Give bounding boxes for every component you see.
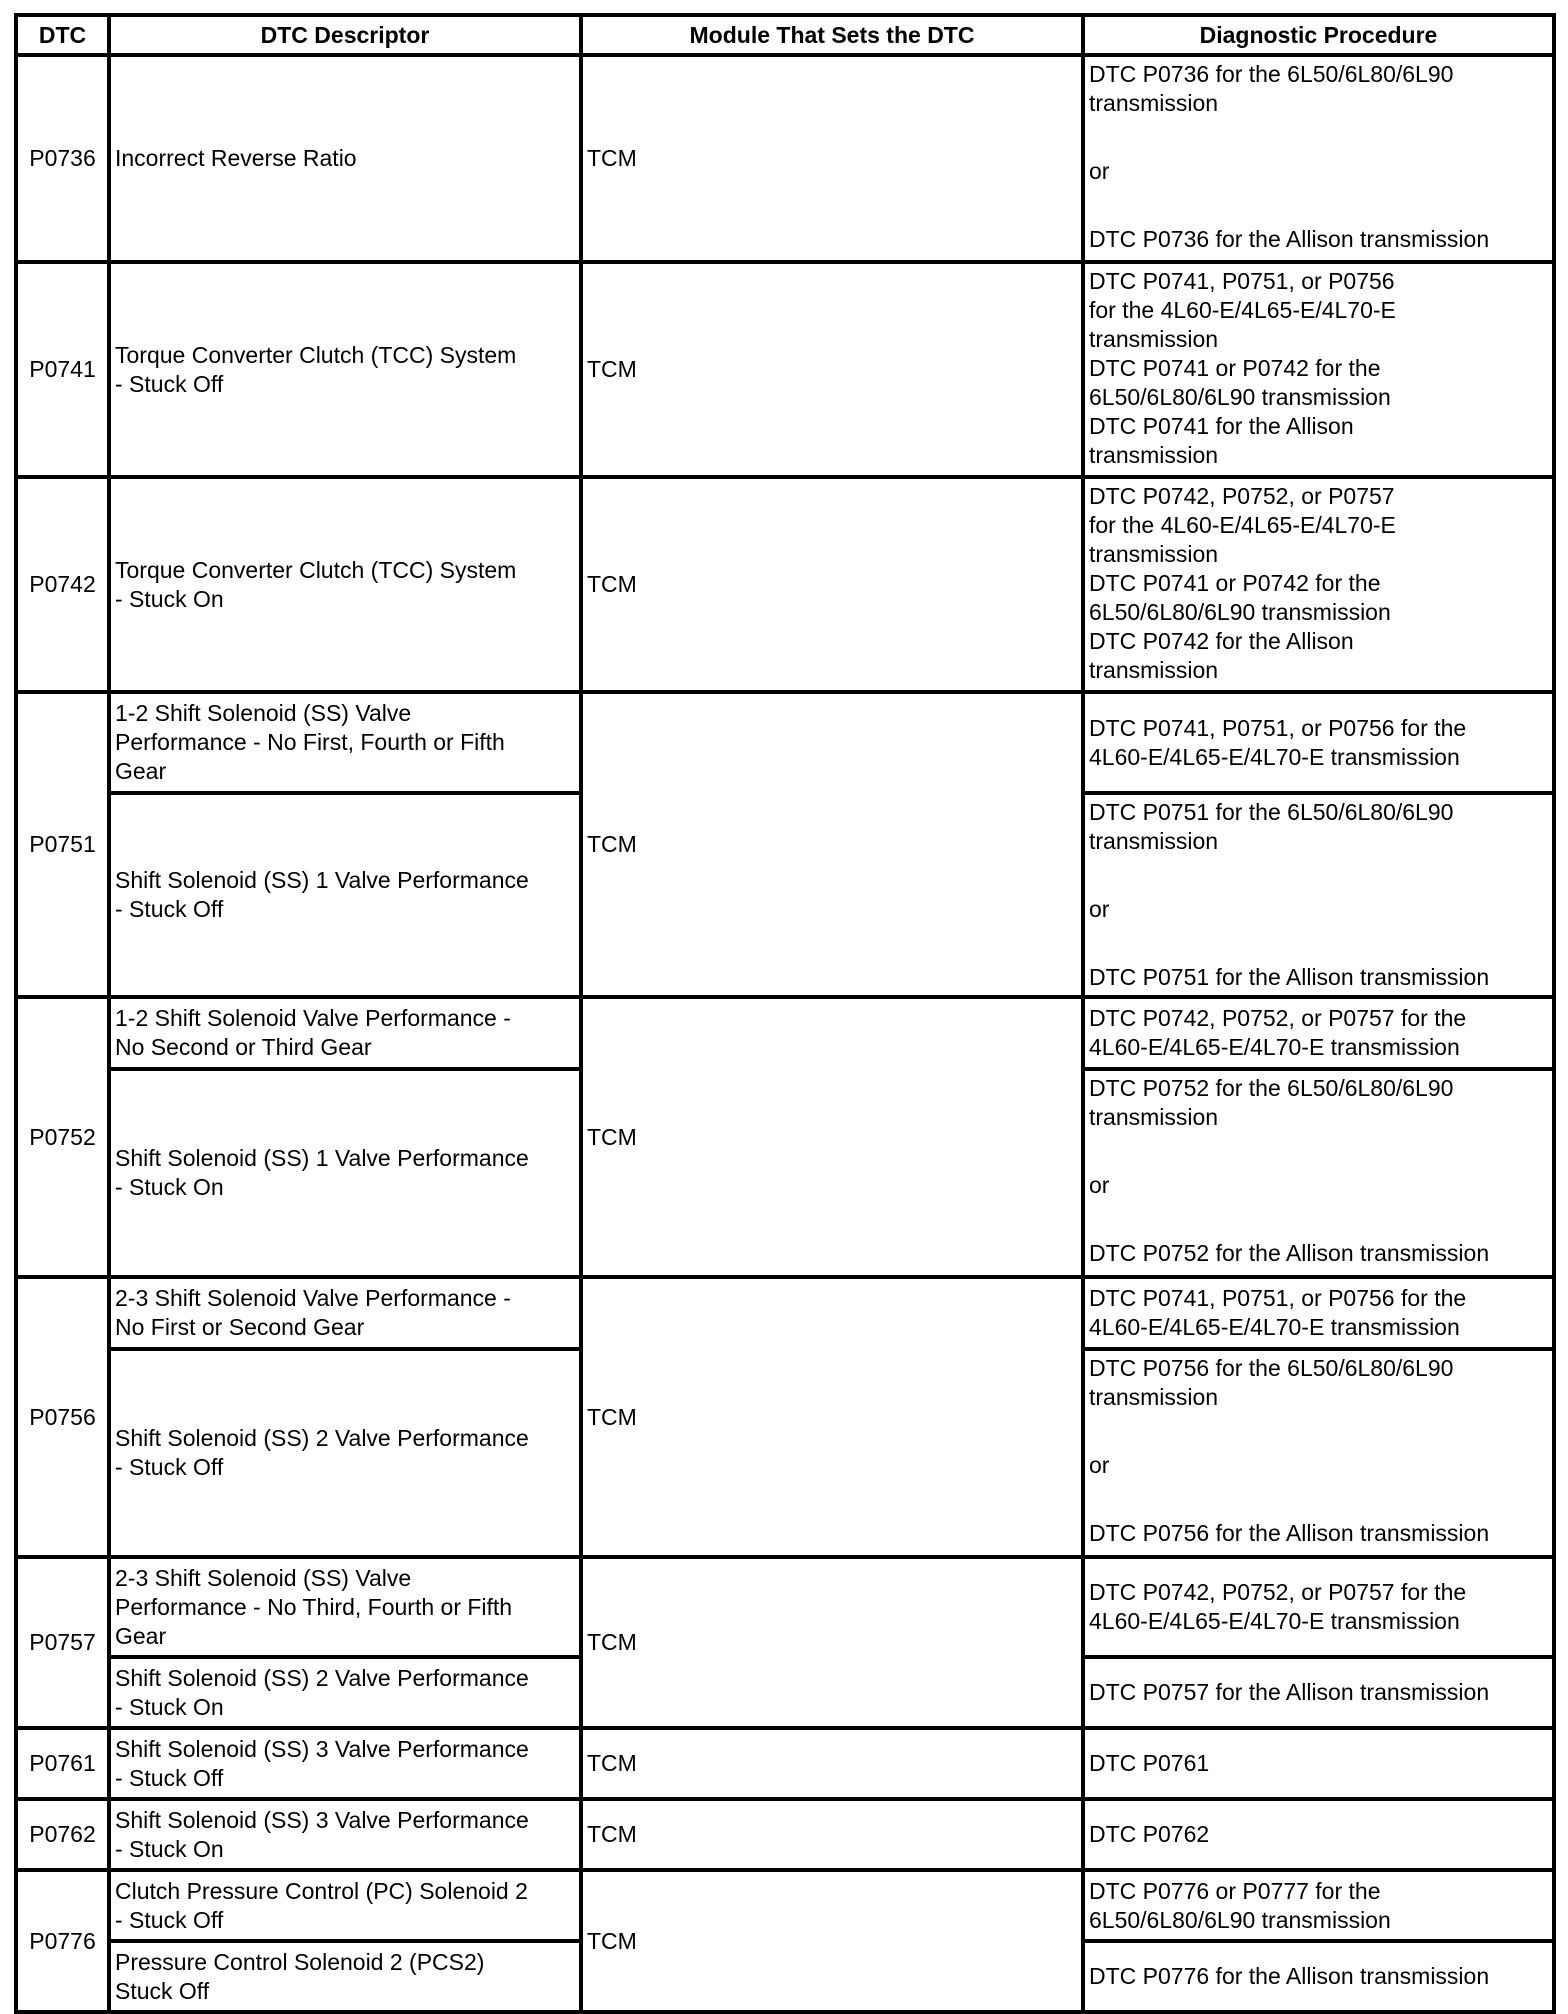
dtc-table <box>14 13 1556 2014</box>
table-row <box>16 1799 1554 1870</box>
diagnostic-procedure: DTC P0741, P0751, or P0756 for the 4L60-E/4L65-E/4L70-E transmission DTC P0741 or P0742 for the 6L50/6L80/6L90 transmission DTC P0741 for the Allison transmission <box>1083 262 1554 477</box>
dtc-descriptor: Torque Converter Clutch (TCC) System - Stuck Off <box>109 262 581 477</box>
dtc-descriptor: Shift Solenoid (SS) 2 Valve Performance - Stuck Off <box>109 1349 581 1557</box>
module-cell: TCM <box>581 1557 1083 1728</box>
dtc-code: P0742 <box>16 477 109 692</box>
dtc-descriptor: Shift Solenoid (SS) 1 Valve Performance - Stuck On <box>109 1069 581 1277</box>
table-row <box>16 997 1554 1069</box>
diagnostic-procedure: DTC P0756 for the 6L50/6L80/6L90 transmission or DTC P0756 for the Allison transmission <box>1083 1349 1554 1557</box>
diagnostic-procedure: DTC P0742, P0752, or P0757 for the 4L60-E/4L65-E/4L70-E transmission <box>1083 1557 1554 1657</box>
module-cell: TCM <box>581 692 1083 997</box>
table-row <box>16 1557 1554 1657</box>
table-row <box>16 262 1554 477</box>
table-row <box>16 1277 1554 1349</box>
diagnostic-procedure: DTC P0762 <box>1083 1799 1554 1870</box>
diagnostic-procedure: DTC P0776 or P0777 for the 6L50/6L80/6L90 transmission <box>1083 1870 1554 1941</box>
header-module: Module That Sets the DTC <box>581 15 1083 55</box>
dtc-descriptor: Incorrect Reverse Ratio <box>109 55 581 262</box>
dtc-code: P0776 <box>16 1870 109 2012</box>
module-cell: TCM <box>581 997 1083 1277</box>
module-cell: TCM <box>581 1870 1083 2012</box>
dtc-descriptor: 2-3 Shift Solenoid Valve Performance - No First or Second Gear <box>109 1277 581 1349</box>
diagnostic-procedure: DTC P0742, P0752, or P0757 for the 4L60-E/4L65-E/4L70-E transmission <box>1083 997 1554 1069</box>
dtc-descriptor: Shift Solenoid (SS) 1 Valve Performance - Stuck Off <box>109 793 581 997</box>
header-dtc: DTC <box>16 15 109 55</box>
table-row <box>16 477 1554 692</box>
header-procedure: Diagnostic Procedure <box>1083 15 1554 55</box>
diagnostic-procedure: DTC P0741, P0751, or P0756 for the 4L60-E/4L65-E/4L70-E transmission <box>1083 1277 1554 1349</box>
dtc-code: P0736 <box>16 55 109 262</box>
module-cell: TCM <box>581 1799 1083 1870</box>
dtc-descriptor: Torque Converter Clutch (TCC) System - Stuck On <box>109 477 581 692</box>
header-descriptor: DTC Descriptor <box>109 15 581 55</box>
diagnostic-procedure: DTC P0776 for the Allison transmission <box>1083 1941 1554 2012</box>
dtc-code: P0757 <box>16 1557 109 1728</box>
dtc-descriptor: Pressure Control Solenoid 2 (PCS2) Stuck Off <box>109 1941 581 2012</box>
diagnostic-procedure: DTC P0736 for the 6L50/6L80/6L90 transmission or DTC P0736 for the Allison transmission <box>1083 55 1554 262</box>
dtc-code: P0761 <box>16 1728 109 1799</box>
diagnostic-procedure: DTC P0752 for the 6L50/6L80/6L90 transmission or DTC P0752 for the Allison transmission <box>1083 1069 1554 1277</box>
diagnostic-procedure: DTC P0751 for the 6L50/6L80/6L90 transmission or DTC P0751 for the Allison transmission <box>1083 793 1554 997</box>
diagnostic-procedure: DTC P0741, P0751, or P0756 for the 4L60-E/4L65-E/4L70-E transmission <box>1083 692 1554 793</box>
dtc-code: P0751 <box>16 692 109 997</box>
dtc-code: P0762 <box>16 1799 109 1870</box>
diagnostic-procedure: DTC P0742, P0752, or P0757 for the 4L60-E/4L65-E/4L70-E transmission DTC P0741 or P0742 for the 6L50/6L80/6L90 transmission DTC P0742 for the Allison transmission <box>1083 477 1554 692</box>
dtc-descriptor: 1-2 Shift Solenoid Valve Performance - No Second or Third Gear <box>109 997 581 1069</box>
module-cell: TCM <box>581 1728 1083 1799</box>
diagnostic-procedure: DTC P0761 <box>1083 1728 1554 1799</box>
table-row <box>16 55 1554 262</box>
header-row <box>16 15 1554 55</box>
dtc-code: P0752 <box>16 997 109 1277</box>
dtc-code: P0741 <box>16 262 109 477</box>
dtc-descriptor: Clutch Pressure Control (PC) Solenoid 2 - Stuck Off <box>109 1870 581 1941</box>
table-row <box>16 692 1554 793</box>
diagnostic-procedure: DTC P0757 for the Allison transmission <box>1083 1657 1554 1728</box>
dtc-code: P0756 <box>16 1277 109 1557</box>
dtc-descriptor: 1-2 Shift Solenoid (SS) Valve Performance - No First, Fourth or Fifth Gear <box>109 692 581 793</box>
module-cell: TCM <box>581 55 1083 262</box>
table-row <box>16 1728 1554 1799</box>
dtc-descriptor: Shift Solenoid (SS) 3 Valve Performance - Stuck Off <box>109 1728 581 1799</box>
module-cell: TCM <box>581 1277 1083 1557</box>
module-cell: TCM <box>581 262 1083 477</box>
table-row <box>16 1870 1554 1941</box>
dtc-descriptor: Shift Solenoid (SS) 3 Valve Performance - Stuck On <box>109 1799 581 1870</box>
dtc-descriptor: Shift Solenoid (SS) 2 Valve Performance - Stuck On <box>109 1657 581 1728</box>
module-cell: TCM <box>581 477 1083 692</box>
dtc-descriptor: 2-3 Shift Solenoid (SS) Valve Performance - No Third, Fourth or Fifth Gear <box>109 1557 581 1657</box>
